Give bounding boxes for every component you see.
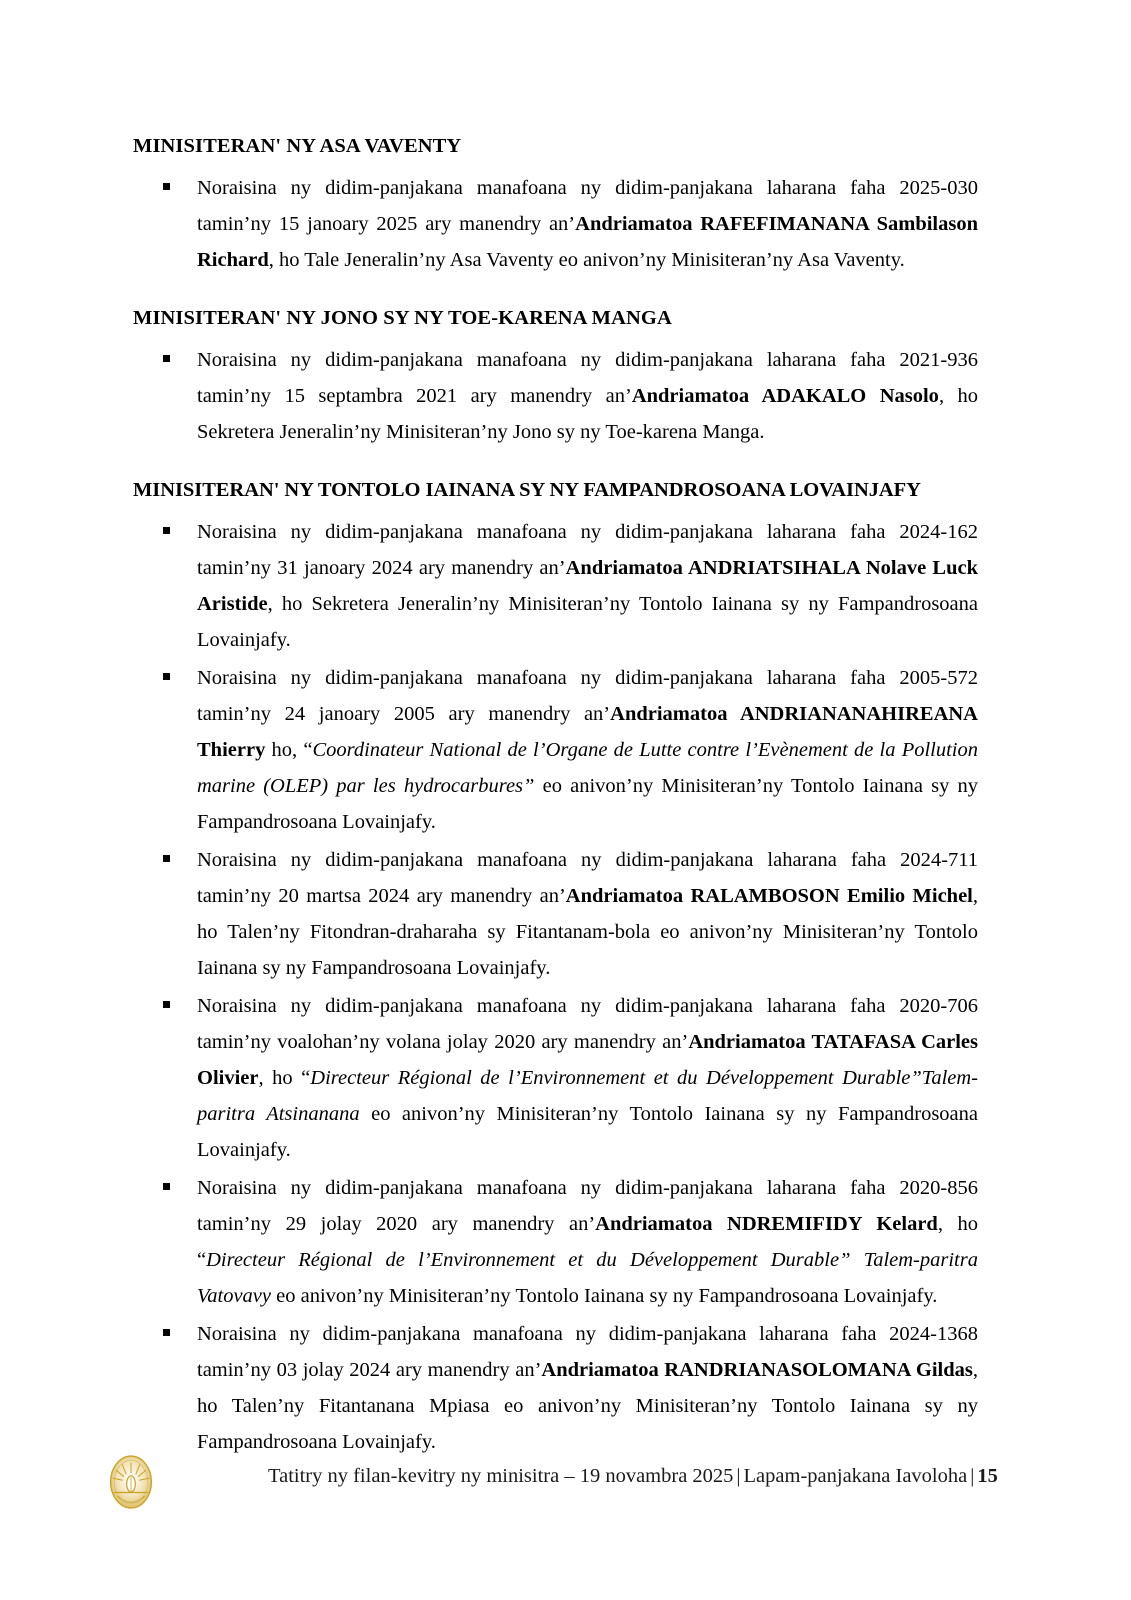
decree-paragraph xyxy=(197,660,978,840)
text-fragment-bold: Andriamatoa RAFEFIMANANA Sambilason Richard xyxy=(197,213,978,271)
text-fragment-bold: Andriamatoa TATAFASA Carles Olivier xyxy=(197,1031,978,1089)
text-fragment-normal: Noraisina ny didim-panjakana manafoana ny didim-panjakana laharana faha 2020-706 tamin’ny voalohan’ny volana jolay 2020 ary manendry an’ xyxy=(197,995,978,1053)
text-fragment-normal: Noraisina ny didim-panjakana manafoana ny didim-panjakana laharana faha 2005-572 tamin’ny 24 janoary 2005 ary manendry an’ xyxy=(197,667,978,725)
text-fragment-normal: Noraisina ny didim-panjakana manafoana ny didim-panjakana laharana faha 2024-1368 tamin’ny 03 jolay 2024 ary manendry an’ xyxy=(197,1323,978,1381)
text-fragment-bold: Andriamatoa ADAKALO Nasolo xyxy=(631,385,939,407)
text-fragment-normal: , ho Sekretera Jeneralin’ny Minisiteran’ny Tontolo Iainana sy ny Fampandrosoana Lovainjafy. xyxy=(197,593,978,651)
square-bullet-icon xyxy=(163,842,173,878)
square-bullet-icon xyxy=(163,514,173,550)
text-fragment-normal: eo anivon’ny Minisiteran’ny Tontolo Iainana sy ny Fampandrosoana Lovainjafy. xyxy=(197,1103,978,1161)
text-fragment-normal: Noraisina ny didim-panjakana manafoana ny didim-panjakana laharana faha 2024-711 tamin’ny 20 martsa 2024 ary manendry an’ xyxy=(197,849,978,907)
list-item xyxy=(133,660,978,840)
document-section xyxy=(133,300,978,450)
text-fragment-normal: , ho Talen’ny Fitondran-draharaha sy Fitantanam-bola eo anivon’ny Minisiteran’ny Tontolo Iainana sy ny Fampandrosoana Lovainjafy. xyxy=(197,885,978,979)
text-fragment-normal: eo anivon’ny Minisiteran’ny Tontolo Iainana sy ny Fampandrosoana Lovainjafy. xyxy=(197,775,978,833)
text-fragment-italic: Directeur Régional de l’Environnement et du Développement Durable”Talem-paritra Atsinanana xyxy=(197,1067,979,1125)
text-fragment-normal: , ho Talen’ny Fitantanana Mpiasa eo anivon’ny Minisiteran’ny Tontolo Iainana sy ny Fampandrosoana Lovainjafy. xyxy=(197,1359,979,1453)
decree-paragraph xyxy=(197,342,978,450)
decree-list xyxy=(133,342,978,450)
text-fragment-bold: Andriamatoa RANDRIANASOLOMANA Gildas xyxy=(541,1359,973,1381)
footer-separator-1: | xyxy=(736,1465,741,1487)
list-item xyxy=(133,342,978,450)
decree-paragraph xyxy=(197,988,978,1168)
text-fragment-normal: Noraisina ny didim-panjakana manafoana ny didim-panjakana laharana faha 2024-162 tamin’ny 31 janoary 2024 ary manendry an’ xyxy=(197,521,978,579)
section-heading: MINISITERAN' NY ASA VAVENTY xyxy=(133,135,462,157)
decree-list xyxy=(133,170,978,278)
text-fragment-normal: , ho Sekretera Jeneralin’ny Minisiteran’ny Jono sy ny Toe-karena Manga. xyxy=(197,385,979,443)
section-heading: MINISITERAN' NY TONTOLO IAINANA SY NY FAMPANDROSOANA LOVAINJAFY xyxy=(133,479,921,501)
decree-paragraph xyxy=(197,514,978,658)
text-fragment-normal: ho, “ xyxy=(265,739,313,761)
text-fragment-normal: Noraisina ny didim-panjakana manafoana ny didim-panjakana laharana faha 2021-936 tamin’ny 15 septambra 2021 ary manendry an’ xyxy=(197,349,978,407)
list-item xyxy=(133,170,978,278)
decree-paragraph xyxy=(197,1316,978,1460)
text-fragment-bold: Andriamatoa ANDRIANANAHIREANA Thierry xyxy=(197,703,978,761)
text-fragment-normal: , ho Tale Jeneralin’ny Asa Vaventy eo anivon’ny Minisiteran’ny Asa Vaventy. xyxy=(268,249,905,271)
list-item xyxy=(133,514,978,658)
section-heading: MINISITERAN' NY JONO SY NY TOE-KARENA MANGA xyxy=(133,307,672,329)
document-section xyxy=(133,128,978,278)
square-bullet-icon xyxy=(163,1170,173,1206)
footer-separator-2: | xyxy=(970,1465,975,1487)
decree-paragraph xyxy=(197,1170,978,1314)
list-item xyxy=(133,1170,978,1314)
text-fragment-normal: Noraisina ny didim-panjakana manafoana ny didim-panjakana laharana faha 2020-856 tamin’ny 29 jolay 2020 ary manendry an’ xyxy=(197,1177,978,1235)
page-footer xyxy=(0,1443,1131,1533)
document-section xyxy=(133,472,978,1460)
text-fragment-bold: Andriamatoa ANDRIATSIHALA Nolave Luck Aristide xyxy=(197,557,978,615)
footer-location: Lapam-panjakana Iavoloha xyxy=(743,1465,968,1487)
text-fragment-italic: Coordinateur National de l’Organe de Lutte contre l’Evènement de la Pollution marine (OLEP) par les hydrocarbures” xyxy=(197,739,978,797)
text-fragment-normal: Noraisina ny didim-panjakana manafoana ny didim-panjakana laharana faha 2025-030 tamin’ny 15 janoary 2025 ary manendry an’ xyxy=(197,177,978,235)
list-item xyxy=(133,842,978,986)
page-number: 15 xyxy=(977,1465,998,1487)
decree-paragraph xyxy=(197,170,978,278)
list-item xyxy=(133,988,978,1168)
text-fragment-normal: , ho “ xyxy=(258,1067,311,1089)
text-fragment-normal: , ho “ xyxy=(197,1213,979,1271)
square-bullet-icon xyxy=(163,170,173,206)
text-fragment-bold: Andriamatoa RALAMBOSON Emilio Michel xyxy=(565,885,973,907)
document-body xyxy=(133,128,978,1462)
square-bullet-icon xyxy=(163,988,173,1024)
list-item xyxy=(133,1316,978,1460)
footer-caption xyxy=(268,1461,998,1491)
square-bullet-icon xyxy=(163,342,173,378)
footer-title: Tatitry ny filan-kevitry ny minisitra – 19 novambra 2025 xyxy=(268,1465,734,1487)
square-bullet-icon xyxy=(163,660,173,696)
text-fragment-italic: Directeur Régional de l’Environnement et du Développement Durable” Talem-paritra Vatovavy xyxy=(197,1249,978,1307)
decree-paragraph xyxy=(197,842,978,986)
text-fragment-bold: Andriamatoa NDREMIFIDY Kelard xyxy=(595,1213,938,1235)
state-emblem-icon xyxy=(100,1448,162,1516)
text-fragment-normal: eo anivon’ny Minisiteran’ny Tontolo Iainana sy ny Fampandrosoana Lovainjafy. xyxy=(271,1285,938,1307)
square-bullet-icon xyxy=(163,1316,173,1352)
decree-list xyxy=(133,514,978,1460)
